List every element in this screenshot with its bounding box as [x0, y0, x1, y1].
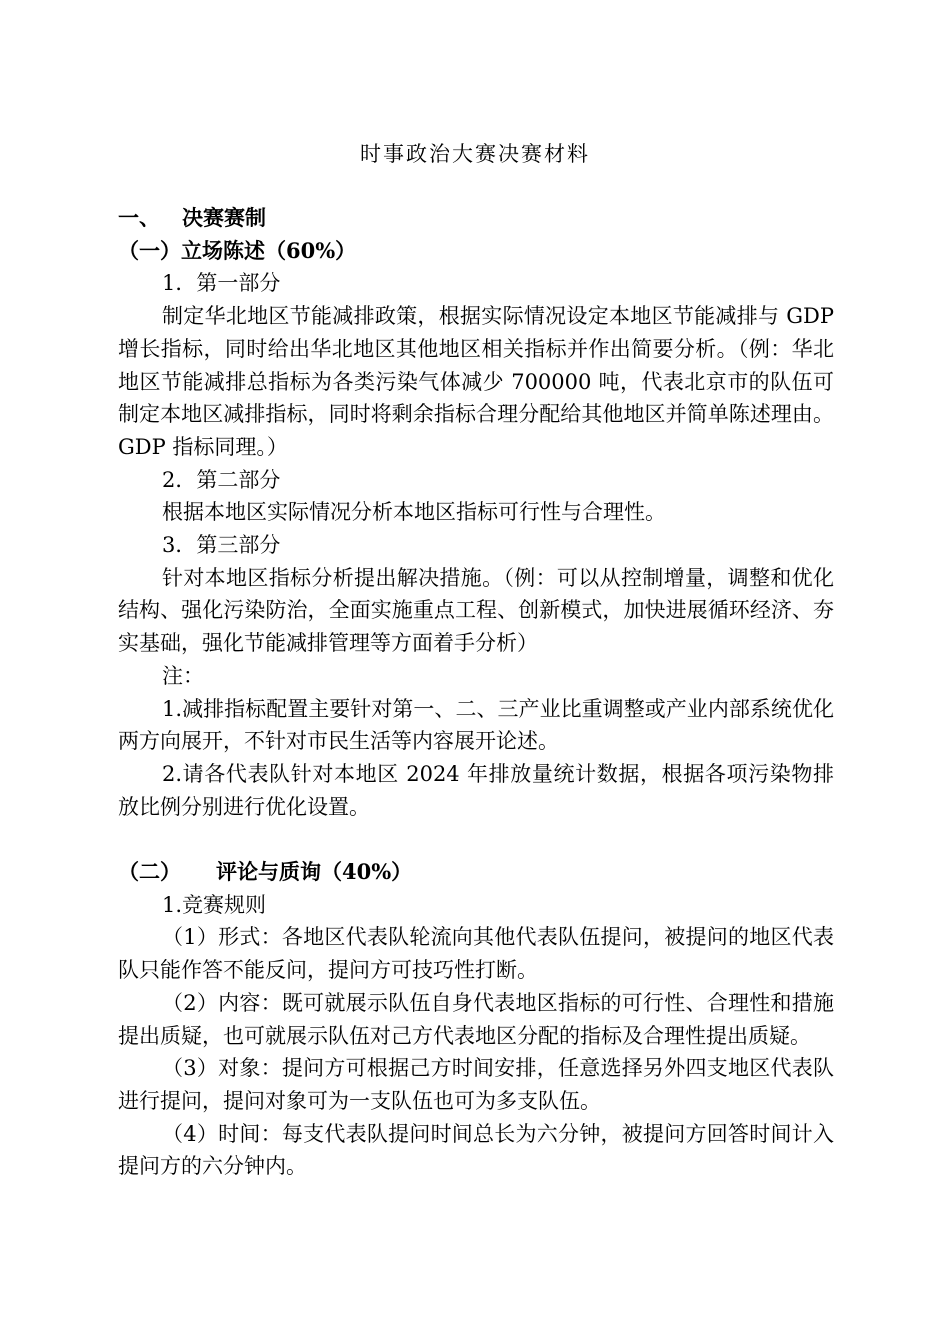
rule-paragraph-3: （3）对象：提问方可根据己方时间安排，任意选择另外四支地区代表队进行提问，提问对象可为一支队伍也可为多支队伍。: [118, 1056, 834, 1113]
subsection-heading-1: （一）立场陈述（60%）: [118, 237, 357, 263]
rule-paragraph-1: （1）形式：各地区代表队轮流向其他代表队伍提问，被提问的地区代表队只能作答不能反问，提问方可技巧性打断。: [118, 925, 834, 983]
section-heading: [118, 202, 834, 235]
section-number: 一、: [118, 205, 160, 230]
document-body: [118, 202, 834, 1183]
rules-heading: 1.竞赛规则: [162, 892, 267, 917]
note-label: 注：: [162, 663, 204, 688]
item-heading-3: 3．第三部分: [162, 533, 281, 558]
item-heading-1: 1．第一部分: [162, 271, 281, 296]
document-title: 时事政治大赛决赛材料: [360, 142, 590, 166]
rule-paragraph-4: （4）时间：每支代表队提问时间总长为六分钟，被提问方回答时间计入提问方的六分钟内。: [118, 1121, 834, 1179]
item-heading-2: 2．第二部分: [162, 467, 281, 492]
item-paragraph-3: 针对本地区指标分析提出解决措施。（例：可以从控制增量，调整和优化结构、强化污染防治，全面实施重点工程、创新模式，加快进展循环经济、夯实基础，强化节能减排管理等方面着手分析）: [118, 565, 834, 656]
item-paragraph-1: 制定华北地区节能减排政策，根据实际情况设定本地区节能减排与 GDP 增长指标，同时给出华北地区其他地区相关指标并作出简要分析。（例：华北地区节能减排总指标为各类污染气体减少 700000 吨，代表北京市的队伍可制定本地区减排指标，同时将剩余指标合理分配给其他地区并简单陈述理由。GDP 指标同理。）: [118, 304, 834, 459]
subsection-heading-2: [118, 856, 834, 889]
section-title: 决赛赛制: [182, 205, 266, 230]
note-paragraph-1: 1.减排指标配置主要针对第一、二、三产业比重调整或产业内部系统优化两方向展开，不针对市民生活等内容展开论述。: [118, 696, 834, 754]
note-paragraph-2: 2.请各代表队针对本地区 2024 年排放量统计数据，根据各项污染物排放比例分别进行优化设置。: [118, 761, 834, 819]
subsection-number: （二）: [118, 859, 181, 885]
item-paragraph-2: 根据本地区实际情况分析本地区指标可行性与合理性。: [162, 500, 666, 525]
subsection-title: 评论与质询（40%）: [216, 859, 413, 885]
blank-line: [118, 823, 834, 856]
rule-paragraph-2: （2）内容：既可就展示队伍自身代表地区指标的可行性、合理性和措施提出质疑，也可就展示队伍对己方代表地区分配的指标及合理性提出质疑。: [118, 990, 834, 1048]
